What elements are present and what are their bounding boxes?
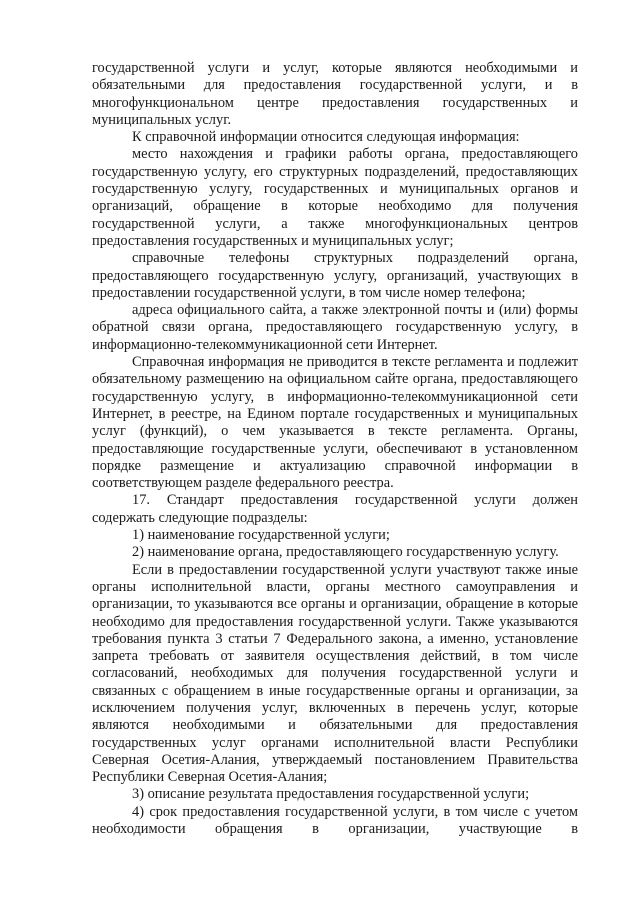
paragraph-subitem-2: 2) наименование органа, предоставляющего государственную услугу. xyxy=(132,544,559,561)
paragraph-subitem-1: 1) наименование государственной услуги; xyxy=(132,527,390,544)
paragraph-phones: справочные телефоны структурных подразделений органа, предоставляющего государственную услугу, организаций, участвующих в предоставлении государственной услуги, в том числе номер телефона; xyxy=(92,250,578,301)
paragraph-subitem-4: 4) срок предоставления государственной услуги, в том числе с учетом необходимости обращения в организации, участвующие в xyxy=(92,803,578,838)
paragraph-reference-info-placement: Справочная информация не приводится в тексте регламента и подлежит обязательному размещению на официальном сайте органа, предоставляющего государственную услугу, в информационно-телекоммуникационной сети Интернет, в реестре, на Едином портале государственных и муниципальных услуг (функций), о чем указывается в тексте регламента. Органы, предоставляющие государственные услуги, обеспечивают в установленном порядке размещение и актуализацию справочной информации в соответствующем разделе федерального реестра. xyxy=(92,354,578,492)
paragraph-website-email: адреса официального сайта, а также электронной почты и (или) формы обратной связи органа, предоставляющего государственную услугу, в информационно-телекоммуникационной сети Интернет. xyxy=(92,302,578,353)
paragraph-reference-info-intro: К справочной информации относится следующая информация: xyxy=(132,129,520,146)
paragraph-locations-schedules: место нахождения и графики работы органа, предоставляющего государственную услугу, его структурных подразделений, предоставляющих государственную услугу, государственных и муниципальных органов и организаций, обращение в которые необходимо для получения государственной услуги, а также многофункциональных центров предоставления государственных и муниципальных услуг; xyxy=(92,146,578,249)
paragraph-subitem-3: 3) описание результата предоставления государственной услуги; xyxy=(132,786,530,803)
paragraph-other-bodies: Если в предоставлении государственной услуги участвуют также иные органы исполнительной власти, органы местного самоуправления и организации, то указываются все органы и организации, обращение в которые необходимо для предоставления государственной услуги. Также указываются требования пункта 3 статьи 7 Федерального закона, а именно, установление запрета требовать от заявителя осуществления действий, в том числе согласований, необходимых для получения государственной услуги и связанных с обращением в иные государственные органы и организации, за исключением получения услуг, включенных в перечень услуг, которые являются необходимыми и обязательными для предоставления государственных услуг органами исполнительной власти Республики Северная Осетия-Алания, утверждаемый постановлением Правительства Республики Северная Осетия-Алания; xyxy=(92,561,578,786)
paragraph-item-17: 17. Стандарт предоставления государственной услуги должен содержать следующие подразделы: xyxy=(92,492,578,526)
paragraph-continuation: государственной услуги и услуг, которые являются необходимыми и обязательными для предоставления государственной услуги, и в многофункциональном центре предоставления государственных и муниципальных услуг. xyxy=(92,60,578,128)
